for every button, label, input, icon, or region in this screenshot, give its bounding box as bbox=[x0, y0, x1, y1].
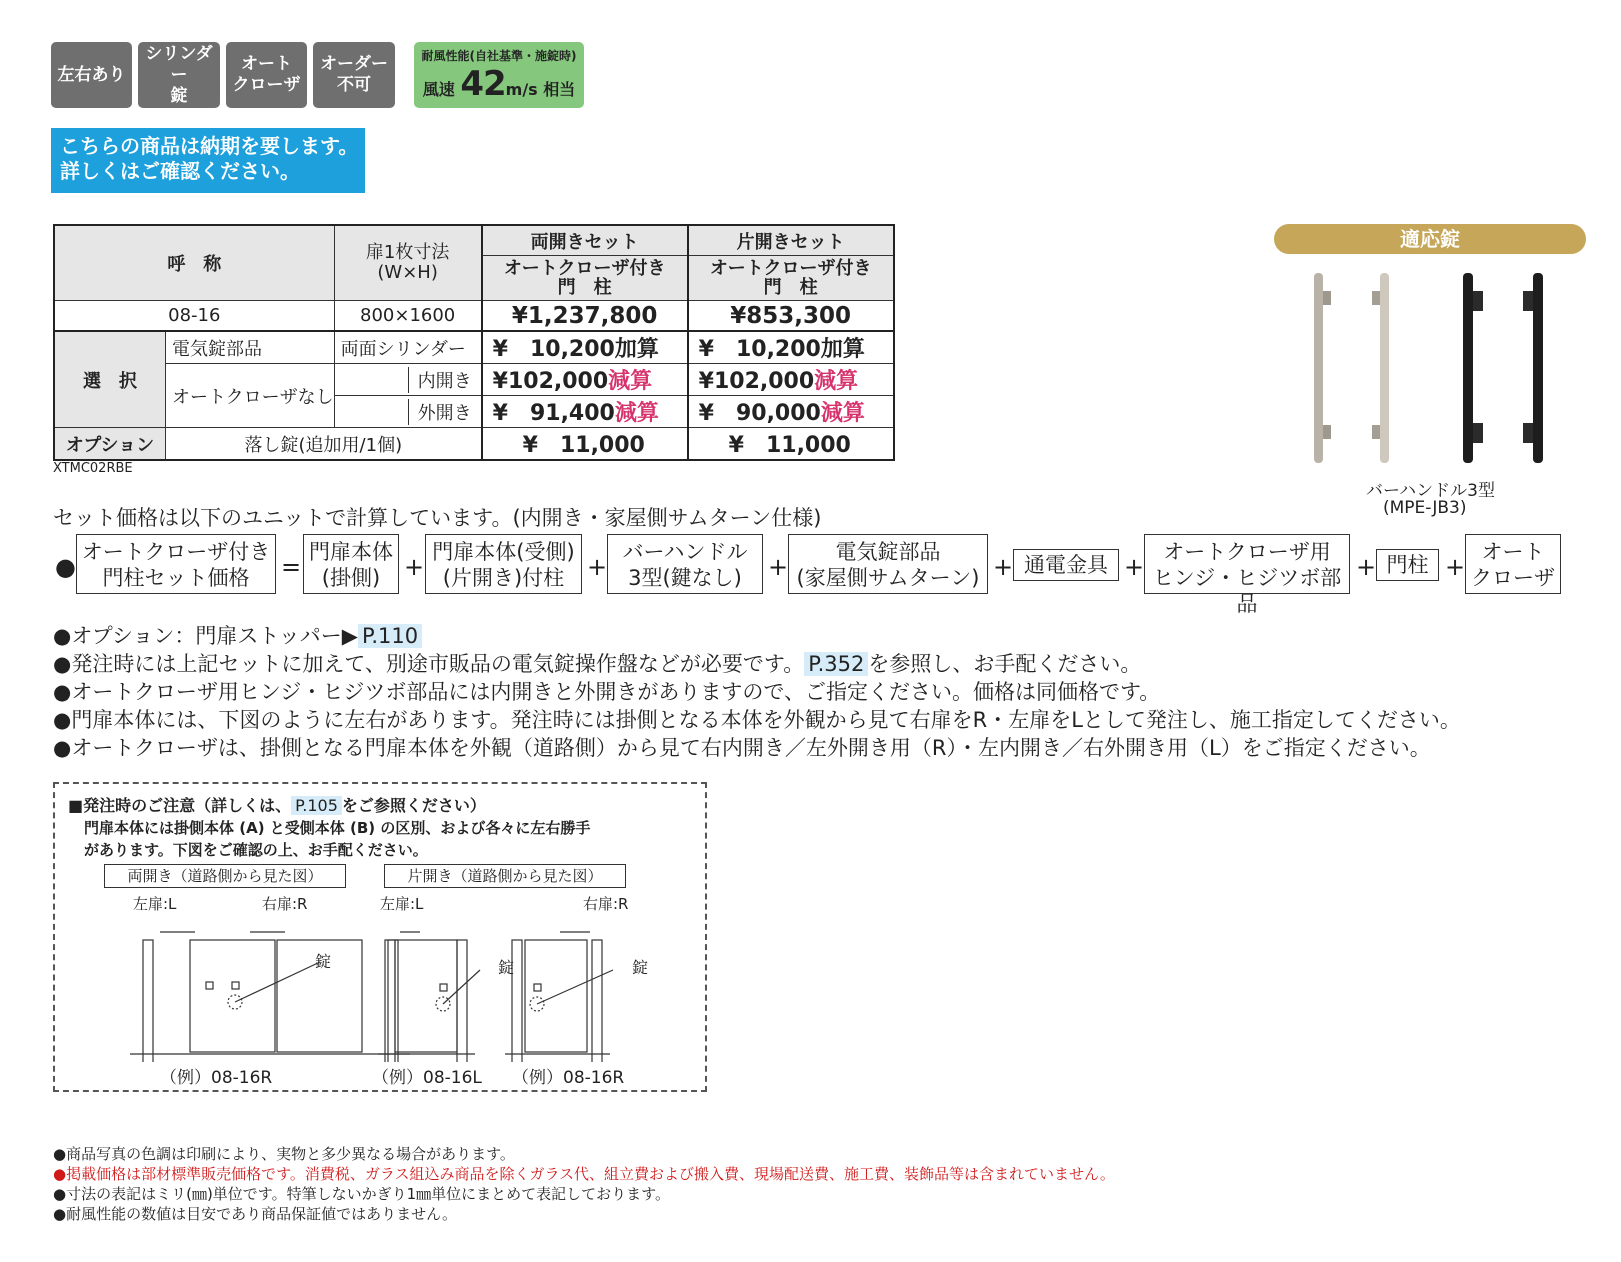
plus-sign: + bbox=[404, 553, 425, 581]
outer-double: ¥ 91,400減算 bbox=[482, 396, 688, 428]
formula-hinge: オートクローザ用 ヒンジ・ヒジツボ部品 bbox=[1144, 534, 1350, 594]
badge-no-order: オーダー 不可 bbox=[313, 42, 395, 108]
caution-title: ■発注時のご注意（詳しくは、 P.105 をご参照ください） bbox=[68, 796, 486, 815]
cylinder-label: 両面シリンダー bbox=[334, 331, 482, 364]
label-single: 片開き（道路側から見た図） bbox=[384, 864, 626, 888]
plus-sign: + bbox=[993, 553, 1014, 581]
lock-marker-1: 錠 bbox=[315, 952, 332, 971]
outer-label: 外開き bbox=[408, 399, 481, 425]
bar-handle-image bbox=[1300, 265, 1560, 470]
header-single-sub: オートクローザ付き 門 柱 bbox=[688, 256, 894, 301]
header-double: 両開きセット bbox=[482, 225, 688, 256]
model-cell: 08-16 bbox=[54, 301, 334, 332]
example-3: （例）08-16R bbox=[512, 1068, 625, 1088]
note-lr: ●門扉本体には、下図のように左右があります。発注時には掛側となる本体を外観から見て右扉をR・左扉をLとして発注し、施工指定してください。 bbox=[53, 708, 1461, 732]
single-left-label: 左扉:L bbox=[380, 895, 424, 913]
price-double: ¥1,237,800 bbox=[482, 301, 688, 332]
formula-door-main: 門扉本体 (掛側) bbox=[303, 534, 399, 594]
wind-value: 42 bbox=[460, 64, 506, 104]
wind-label: 耐風性能(自社基準・施錠時) bbox=[421, 49, 577, 63]
price-table bbox=[53, 224, 895, 461]
badge-auto-closer: オート クローザ bbox=[226, 42, 307, 108]
wind-prefix: 風速 bbox=[422, 80, 455, 99]
header-size: 扉1枚寸法 (W×H) bbox=[334, 225, 482, 301]
header-name: 呼 称 bbox=[54, 225, 334, 301]
page-ref-105: P.105 bbox=[291, 796, 342, 815]
elec-double: ¥ 10,200加算 bbox=[482, 331, 688, 364]
set-intro: セット価格は以下のユニットで計算しています。(内開き・家屋側サムターン仕様) bbox=[53, 506, 822, 530]
example-1: （例）08-16R bbox=[160, 1068, 273, 1088]
drop-double: ¥ 11,000 bbox=[482, 428, 688, 461]
footer-note-3: ●寸法の表記はミリ(㎜)単位です。特筆しないかぎり1㎜単位にまとめて表記しております。 bbox=[53, 1185, 670, 1203]
size-cell: 800×1600 bbox=[334, 301, 482, 332]
lock-code: (MPE-JB3) bbox=[1383, 498, 1467, 518]
footer-note-4: ●耐風性能の数値は目安であり商品保証値ではありません。 bbox=[53, 1205, 457, 1223]
note-hinge: ●オートクローザ用ヒンジ・ヒジツボ部品には内開きと外開きがありますので、ご指定ください。価格は同価格です。 bbox=[53, 680, 1161, 704]
outer-single: ¥ 90,000減算 bbox=[688, 396, 894, 428]
formula-closer: オート クローザ bbox=[1465, 534, 1561, 594]
double-left-label: 左扉:L bbox=[133, 895, 177, 913]
delivery-notice: こちらの商品は納期を要します。 詳しくはご確認ください。 bbox=[51, 128, 365, 193]
drop-single: ¥ 11,000 bbox=[688, 428, 894, 461]
lock-marker-2: 錠 bbox=[498, 958, 515, 977]
note-closer: ●オートクローザは、掛側となる門扉本体を外観（道路側）から見て右内開き／左外開き用（R）・左内開き／右外開き用（L）をご指定ください。 bbox=[53, 736, 1431, 760]
plus-sign: + bbox=[1445, 553, 1466, 581]
caution-body-2: があります。下図をご確認の上、お手配ください。 bbox=[84, 841, 428, 859]
footer-note-1: ●商品写真の色調は印刷により、実物と多少異なる場合があります。 bbox=[53, 1145, 515, 1163]
formula-bar-handle: バーハンドル 3型(鍵なし) bbox=[607, 534, 763, 594]
formula-wire: 通電金具 bbox=[1013, 549, 1119, 581]
formula-post: 門柱 bbox=[1376, 549, 1439, 581]
price-single: ¥853,300 bbox=[688, 301, 894, 332]
footer-note-2: ●掲載価格は部材標準販売価格です。消費税、ガラス組込み商品を除くガラス代、組立費および搬入費、現場配送費、施工費、装飾品等は含まれていません。 bbox=[53, 1165, 1115, 1183]
wind-unit: m/s bbox=[505, 80, 538, 99]
elec-label: 電気錠部品 bbox=[166, 331, 335, 364]
plus-sign: + bbox=[1356, 553, 1377, 581]
elec-single: ¥ 10,200加算 bbox=[688, 331, 894, 364]
label-double: 両開き（道路側から見た図） bbox=[104, 864, 346, 888]
inner-cell bbox=[334, 364, 482, 396]
page-ref-352: P.352 bbox=[804, 652, 868, 676]
lock-title: 適応錠 bbox=[1274, 224, 1586, 254]
outer-cell bbox=[334, 396, 482, 428]
inner-double: ¥102,000減算 bbox=[482, 364, 688, 396]
no-closer-label: オートクローザなし bbox=[166, 364, 335, 428]
header-double-sub: オートクローザ付き 門 柱 bbox=[482, 256, 688, 301]
select-label: 選 択 bbox=[54, 331, 166, 428]
gate-diagram bbox=[120, 912, 660, 1062]
badge-cylinder-lock: シリンダー 錠 bbox=[138, 42, 220, 108]
drop-lock-label: 落し錠(追加用/1個) bbox=[166, 428, 482, 461]
page-ref-110: P.110 bbox=[358, 624, 422, 648]
note-order: ●発注時には上記セットに加えて、別途市販品の電気錠操作盤などが必要です。 P.352 を参照し、お手配ください。 bbox=[53, 652, 1142, 676]
option-label: オプション bbox=[54, 428, 166, 461]
lock-marker-3: 錠 bbox=[632, 958, 649, 977]
formula-equals: = bbox=[281, 553, 302, 581]
note-option: ●オプション：門扉ストッパー▶ P.110 bbox=[53, 620, 422, 650]
formula-door-receive: 門扉本体(受側) (片開き)付柱 bbox=[425, 534, 582, 594]
plus-sign: + bbox=[587, 553, 608, 581]
badge-left-right: 左右あり bbox=[51, 42, 132, 108]
formula-bullet: ● bbox=[55, 553, 76, 581]
plus-sign: + bbox=[768, 553, 789, 581]
plus-sign: + bbox=[1124, 553, 1145, 581]
wind-suffix: 相当 bbox=[543, 80, 576, 99]
single-right-label: 右扉:R bbox=[583, 895, 629, 913]
double-right-label: 右扉:R bbox=[262, 895, 308, 913]
inner-label: 内開き bbox=[408, 367, 481, 393]
caution-body-1: 門扉本体には掛側本体 (A) と受側本体 (B) の区別、および各々に左右勝手 bbox=[84, 819, 591, 837]
inner-single: ¥102,000減算 bbox=[688, 364, 894, 396]
product-code: XTMC02RBE bbox=[53, 461, 133, 476]
formula-elec-parts: 電気錠部品 (家屋側サムターン) bbox=[788, 534, 988, 594]
lock-name: バーハンドル3型 bbox=[1366, 481, 1495, 501]
header-single: 片開きセット bbox=[688, 225, 894, 256]
formula-total: オートクローザ付き 門柱セット価格 bbox=[76, 534, 276, 594]
example-2: （例）08-16L bbox=[372, 1068, 482, 1088]
wind-badge bbox=[414, 42, 584, 108]
